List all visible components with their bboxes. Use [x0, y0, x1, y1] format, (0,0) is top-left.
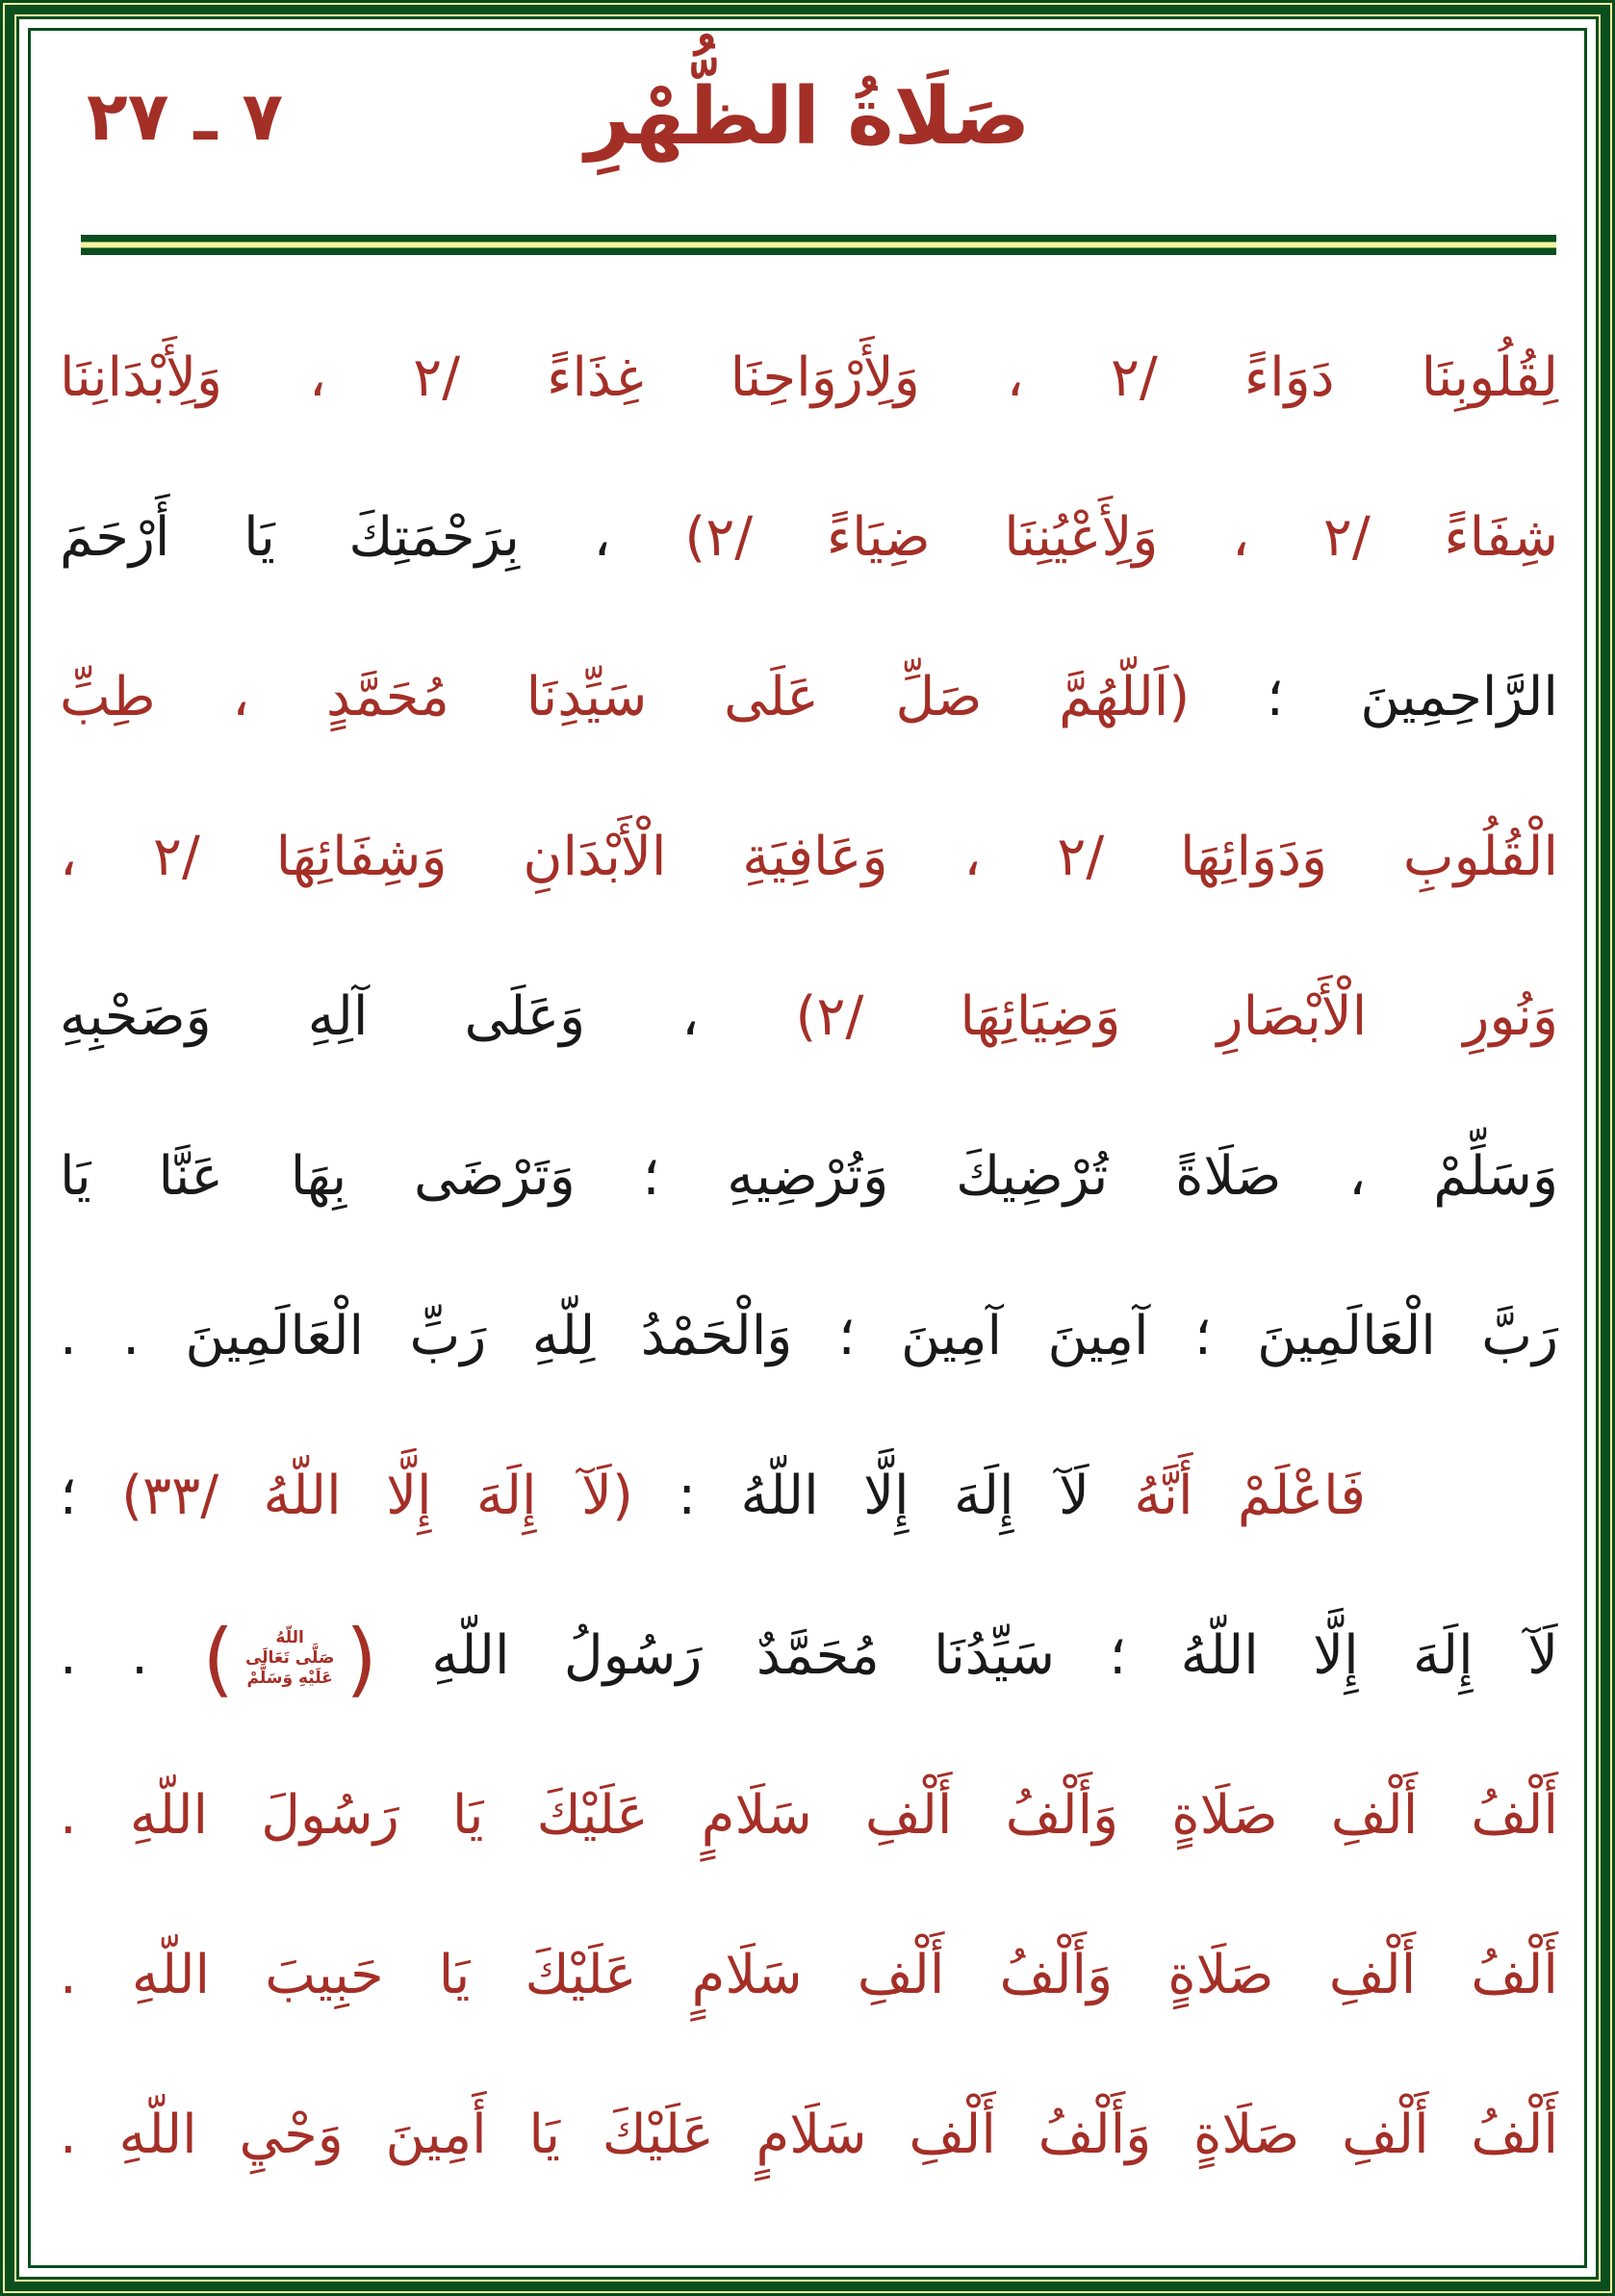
body-row-1	[60, 298, 1558, 458]
page-number-header	[87, 64, 283, 169]
page-title: صَلَاةُ الظُّهْرِ	[584, 71, 1031, 163]
text-segment-red: شِفَاءً /٢ ، وَلِأَعْيُنِنَا ضِيَاءً /٢)	[610, 506, 1559, 569]
text-segment-red: (لَآ إِلَهَ إِلَّا اللّهُ /٣٣)	[76, 1465, 633, 1527]
seal-line: صَلَّى تَعَالَى	[244, 1648, 335, 1669]
salawat-calligraphy-seal	[234, 1602, 346, 1716]
text-segment-black: ؛	[60, 1465, 77, 1527]
body-row-5	[60, 937, 1558, 1097]
seal-line: عَلَيْهِ وَسَلَّمْ	[246, 1669, 333, 1689]
frame-thick-green-band	[5, 5, 1610, 2291]
seal-close-paren: )	[202, 1611, 235, 1706]
page-content	[31, 31, 1584, 2265]
frame-white-gap	[19, 19, 1596, 2277]
body-row-3	[60, 618, 1558, 778]
text-segment-black: ، وَعَلَى آلِهِ وَصَحْبِهِ	[60, 985, 700, 1048]
text-segment-red: وَنُورِ الْأَبْصَارِ وَضِيَائِهَا /٢)	[699, 985, 1558, 1048]
body-row-8	[60, 1416, 1558, 1576]
page-number-separator: ـ	[193, 77, 218, 156]
body-row-6	[60, 1097, 1558, 1257]
text-segment-black: ، بِرَحْمَتِكَ يَا أَرْحَمَ	[60, 506, 611, 569]
text-segment-black: لَآ إِلَهَ إِلَّا اللّهُ ؛ سَيِّدُنَا مُحَمَّدٌ رَسُولُ اللّهِ	[376, 1624, 1559, 1687]
page-number-right: ٧	[242, 77, 284, 156]
body-row-12	[60, 2055, 1558, 2215]
body-row-9	[60, 1576, 1558, 1736]
text-segment-red: أَلْفُ أَلْفِ صَلَاةٍ وَأَلْفُ أَلْفِ سَلَامٍ عَلَيْكَ يَا رَسُولَ اللّهِ .	[60, 1784, 1558, 1847]
body-row-11	[60, 1896, 1558, 2055]
text-segment-black: . .	[60, 1624, 203, 1687]
page-number-left: ٢٧	[87, 77, 169, 156]
text-segment-black: وَسَلِّمْ ، صَلَاةً تُرْضِيكَ وَتُرْضِيهِ ؛ وَتَرْضَى بِهَا عَنَّا يَا	[60, 1145, 1558, 1208]
header-divider-rule	[81, 235, 1556, 255]
body-row-4	[60, 778, 1558, 937]
text-segment-black: رَبَّ الْعَالَمِينَ ؛ آمِينَ آمِينَ ؛ وَالْحَمْدُ لِلّهِ رَبِّ الْعَالَمِينَ . .	[60, 1305, 1558, 1367]
body-row-10	[60, 1736, 1558, 1896]
body-row-2	[60, 458, 1558, 618]
text-segment-red: أَلْفُ أَلْفِ صَلَاةٍ وَأَلْفُ أَلْفِ سَلَامٍ عَلَيْكَ يَا أَمِينَ وَحْيِ اللّهِ .	[60, 2104, 1558, 2166]
frame-yellow-pinstripe-inner	[14, 14, 1601, 2282]
frame-green-line	[16, 16, 1599, 2280]
seal-open-paren: (	[346, 1611, 377, 1706]
text-segment-red: الْقُلُوبِ وَدَوَائِهَا /٢ ، وَعَافِيَةِ الْأَبْدَانِ وَشِفَائِهَا /٢ ،	[60, 826, 1559, 888]
frame-yellow-pinstripe-outer	[3, 3, 1612, 2293]
body-row-7	[60, 1257, 1558, 1416]
text-segment-red: لِقُلُوبِنَا دَوَاءً /٢ ، وَلِأَرْوَاحِنَا غِذَاءً /٢ ، وَلِأَبْدَانِنَا	[60, 346, 1559, 409]
text-segment-black: الرَّاحِمِينَ ؛	[1190, 666, 1558, 728]
text-segment-red: أَلْفُ أَلْفِ صَلَاةٍ وَأَلْفُ أَلْفِ سَلَامٍ عَلَيْكَ يَا حَبِيبَ اللّهِ .	[60, 1944, 1558, 2006]
text-segment-red: (اَللّهُمَّ صَلِّ عَلَى سَيِّدِنَا مُحَمَّدٍ ، طِبِّ	[60, 666, 1191, 728]
prayer-body-text	[60, 298, 1558, 2215]
seal-line: اللّهُ	[275, 1627, 304, 1647]
text-segment-black: لَآ إِلَهَ إِلَّا اللّهُ :	[632, 1465, 1089, 1527]
text-segment-red: فَاعْلَمْ أَنَّهُ	[1089, 1465, 1366, 1527]
inner-pinstripe-frame	[28, 28, 1587, 2268]
